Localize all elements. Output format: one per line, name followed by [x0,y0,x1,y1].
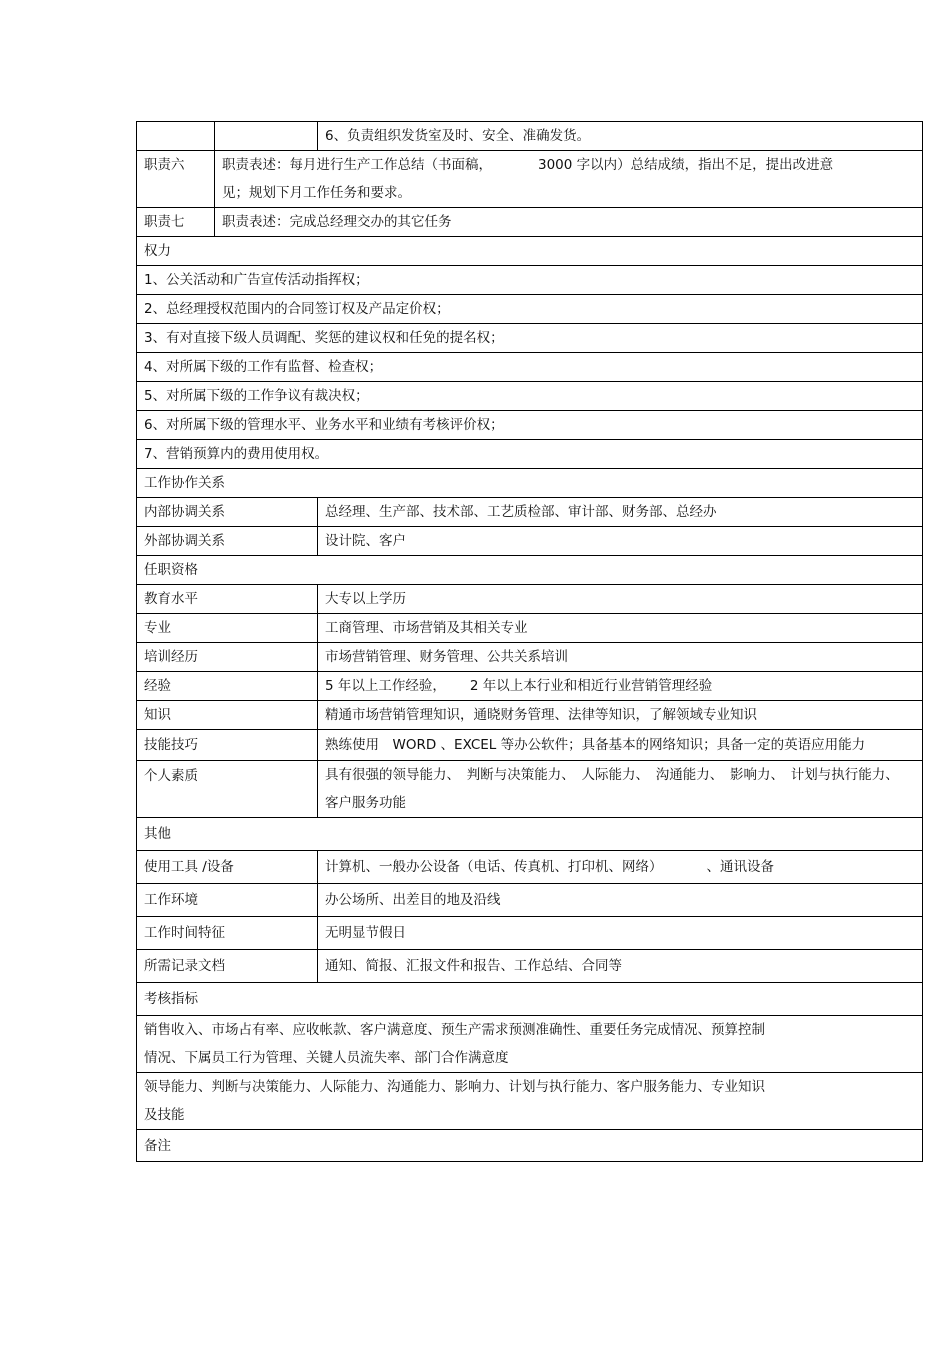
authority-item-text: 1、公关活动和广告宣传活动指挥权； [137,266,923,295]
skills-row [137,730,923,761]
work-time-row [137,917,923,950]
environment-row [137,884,923,917]
tools-row [137,851,923,884]
internal-cooperation-label: 内部协调关系 [137,498,318,527]
authority-header: 权力 [137,237,923,266]
skills-value: 熟练使用 WORD 、EXCEL 等办公软件；具备基本的网络知识；具备一定的英语应用能力 [318,730,923,761]
major-value: 工商管理、市场营销及其相关专业 [318,614,923,643]
tools-value: 计算机、一般办公设备（电话、传真机、打印机、网络） 、通讯设备 [318,851,923,884]
tools-label: 使用工具 /设备 [137,851,318,884]
records-row [137,950,923,983]
duty7-text: 职责表述：完成总经理交办的其它任务 [215,208,923,237]
authority-item [137,324,923,353]
duty6-row [137,151,923,208]
experience-label: 经验 [137,672,318,701]
authority-item-text: 7、营销预算内的费用使用权。 [137,440,923,469]
cooperation-header: 工作协作关系 [137,469,923,498]
qualification-header: 任职资格 [137,556,923,585]
authority-item-text: 4、对所属下级的工作有监督、检查权； [137,353,923,382]
education-value: 大专以上学历 [318,585,923,614]
authority-item [137,411,923,440]
education-row [137,585,923,614]
skills-label: 技能技巧 [137,730,318,761]
internal-cooperation-value: 总经理、生产部、技术部、工艺质检部、审计部、财务部、总经办 [318,498,923,527]
other-header: 其他 [137,818,923,851]
other-header-row [137,818,923,851]
authority-item [137,295,923,324]
internal-cooperation-row [137,498,923,527]
duty5-continuation-row [137,122,923,151]
external-cooperation-value: 设计院、客户 [318,527,923,556]
training-label: 培训经历 [137,643,318,672]
duty7-label: 职责七 [137,208,215,237]
external-cooperation-row [137,527,923,556]
experience-row [137,672,923,701]
records-value: 通知、简报、汇报文件和报告、工作总结、合同等 [318,950,923,983]
empty-label-cell [137,122,215,151]
knowledge-row [137,701,923,730]
assessment-ability-row [137,1073,923,1130]
authority-item-text: 6、对所属下级的管理水平、业务水平和业绩有考核评价权； [137,411,923,440]
personal-quality-value: 具有很强的领导能力、 判断与决策能力、 人际能力、 沟通能力、 影响力、 计划与执行能力、 客户服务功能 [318,761,923,818]
assessment-performance-row [137,1016,923,1073]
work-time-value: 无明显节假日 [318,917,923,950]
empty-subcell [215,122,318,151]
assessment-performance-text: 销售收入、市场占有率、应收帐款、客户满意度、预生产需求预测准确性、重要任务完成情况、预算控制 情况、下属员工行为管理、关键人员流失率、部门合作满意度 [137,1016,923,1073]
authority-item [137,266,923,295]
personal-quality-row [137,761,923,818]
authority-header-row [137,237,923,266]
assessment-header: 考核指标 [137,983,923,1016]
knowledge-value: 精通市场营销管理知识，通晓财务管理、法律等知识，了解领域专业知识 [318,701,923,730]
authority-item [137,382,923,411]
work-time-label: 工作时间特征 [137,917,318,950]
remarks-row [137,1130,923,1162]
knowledge-label: 知识 [137,701,318,730]
assessment-header-row [137,983,923,1016]
external-cooperation-label: 外部协调关系 [137,527,318,556]
job-description-table [136,121,923,1162]
duty5-item6: 6、负责组织发货室及时、安全、准确发货。 [318,122,923,151]
authority-item-text: 5、对所属下级的工作争议有裁决权； [137,382,923,411]
environment-value: 办公场所、出差目的地及沿线 [318,884,923,917]
environment-label: 工作环境 [137,884,318,917]
qualification-header-row [137,556,923,585]
duty6-label: 职责六 [137,151,215,208]
duty7-row [137,208,923,237]
experience-value: 5 年以上工作经验， 2 年以上本行业和相近行业营销管理经验 [318,672,923,701]
major-label: 专业 [137,614,318,643]
assessment-ability-text: 领导能力、判断与决策能力、人际能力、沟通能力、影响力、计划与执行能力、客户服务能力、专业知识 及技能 [137,1073,923,1130]
remarks-header: 备注 [137,1130,923,1162]
authority-item-text: 3、有对直接下级人员调配、奖惩的建议权和任免的提名权； [137,324,923,353]
authority-item [137,353,923,382]
authority-item [137,440,923,469]
personal-quality-label: 个人素质 [137,761,318,818]
duty6-text: 职责表述：每月进行生产工作总结（书面稿， 3000 字以内）总结成绩，指出不足，提出改进意 见；规划下月工作任务和要求。 [215,151,923,208]
education-label: 教育水平 [137,585,318,614]
training-value: 市场营销管理、财务管理、公共关系培训 [318,643,923,672]
major-row [137,614,923,643]
cooperation-header-row [137,469,923,498]
authority-item-text: 2、总经理授权范围内的合同签订权及产品定价权； [137,295,923,324]
training-row [137,643,923,672]
records-label: 所需记录文档 [137,950,318,983]
